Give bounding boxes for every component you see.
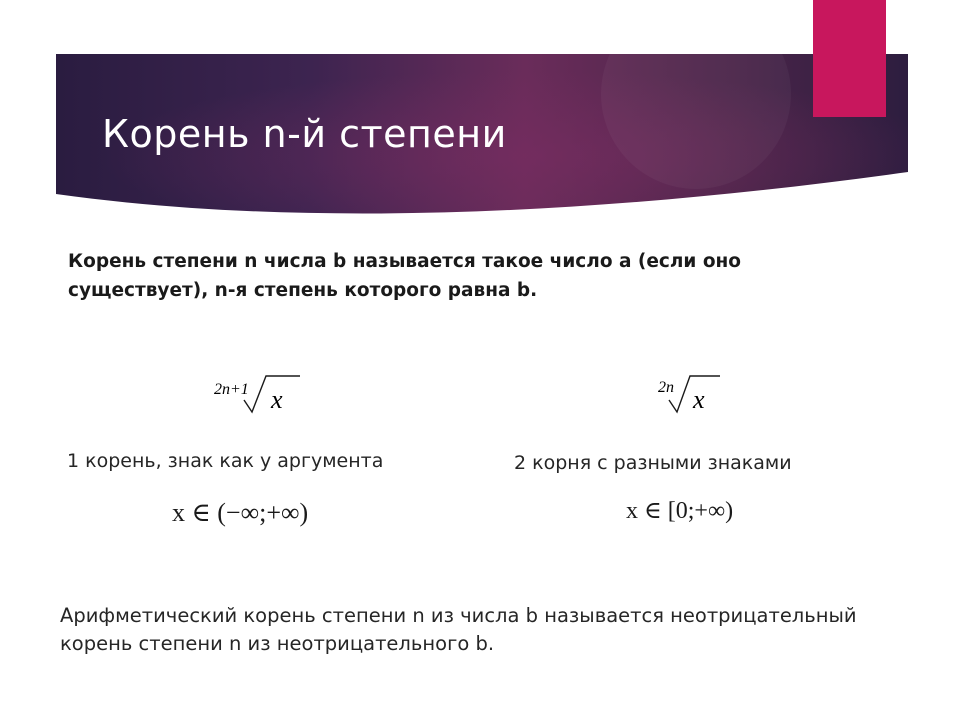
odd-root-domain: x ∈ (−∞;+∞) (172, 498, 309, 527)
even-root-caption: 2 корня с разными знаками (514, 452, 792, 474)
even-root-formula (655, 370, 745, 420)
even-root-index: 2n (658, 379, 674, 396)
page-title: Корень n-й степени (102, 112, 507, 156)
odd-root-radicand: x (271, 385, 283, 414)
accent-bar (813, 0, 886, 117)
even-root-radicand: x (693, 385, 705, 414)
odd-root-index: 2n+1 (214, 381, 249, 398)
definition-text: Корень степени n числа b называется такое число a (если оно существует), n-я степень которого равна b. (68, 251, 742, 301)
even-root-domain: x ∈ [0;+∞) (626, 498, 734, 524)
arithmetic-root-definition: Арифметический корень степени n из числа b называется неотрицательный корень степени n из неотрицательного b. (60, 604, 857, 655)
odd-root-caption: 1 корень, знак как у аргумента (67, 450, 384, 472)
odd-root-formula (208, 370, 308, 420)
